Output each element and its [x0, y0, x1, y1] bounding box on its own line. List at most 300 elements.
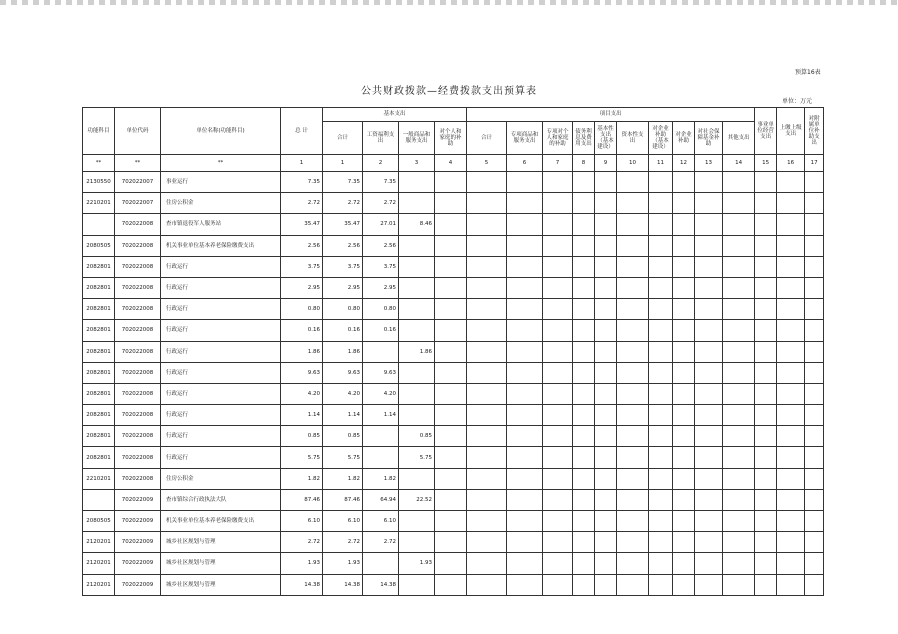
empty-cell — [543, 426, 573, 447]
empty-cell — [723, 193, 755, 214]
basic-goods-cell — [399, 172, 435, 193]
empty-cell — [673, 256, 695, 277]
empty-cell — [695, 341, 723, 362]
empty-cell — [673, 553, 695, 574]
empty-cell — [543, 214, 573, 235]
unit-code-cell: 702022009 — [115, 489, 161, 510]
empty-cell — [573, 172, 595, 193]
empty-cell — [777, 426, 805, 447]
basic-wage-cell: 2.95 — [363, 277, 399, 298]
empty-cell — [543, 172, 573, 193]
col-tail-3: 对附属单位补助支出 — [805, 108, 824, 155]
basic-goods-cell — [399, 235, 435, 256]
empty-cell — [467, 447, 507, 468]
table-row — [83, 235, 824, 256]
basic-wage-cell: 2.72 — [363, 532, 399, 553]
unit-code-cell: 702022008 — [115, 256, 161, 277]
basic-goods-cell: 5.75 — [399, 447, 435, 468]
empty-cell — [723, 299, 755, 320]
basic-total-cell: 2.72 — [323, 532, 363, 553]
empty-cell — [617, 553, 649, 574]
empty-cell — [805, 172, 824, 193]
empty-cell — [777, 362, 805, 383]
empty-cell — [617, 341, 649, 362]
basic-total-cell: 3.75 — [323, 256, 363, 277]
empty-cell — [695, 532, 723, 553]
unit-name-cell: 行政运行 — [161, 362, 281, 383]
empty-cell — [777, 574, 805, 595]
basic-total-cell: 4.20 — [323, 383, 363, 404]
basic-goods-cell — [399, 468, 435, 489]
func-code-cell: 2082801 — [83, 426, 115, 447]
table-row — [83, 172, 824, 193]
index-cell: 1 — [281, 155, 323, 172]
func-code-cell: 2082801 — [83, 447, 115, 468]
empty-cell — [467, 320, 507, 341]
basic-goods-cell: 8.46 — [399, 214, 435, 235]
empty-cell — [507, 235, 543, 256]
index-cell: 8 — [573, 155, 595, 172]
basic-wage-cell: 1.14 — [363, 405, 399, 426]
empty-cell — [595, 193, 617, 214]
func-code-cell: 2082801 — [83, 277, 115, 298]
empty-cell — [467, 277, 507, 298]
empty-cell — [777, 553, 805, 574]
unit-code-cell: 702022008 — [115, 405, 161, 426]
empty-cell — [805, 235, 824, 256]
empty-cell — [805, 447, 824, 468]
empty-cell — [673, 277, 695, 298]
empty-cell — [595, 532, 617, 553]
basic-total-cell: 7.35 — [323, 172, 363, 193]
empty-cell — [617, 511, 649, 532]
basic-wage-cell: 2.56 — [363, 235, 399, 256]
unit-name-cell: 查市镇综合行政执法大队 — [161, 489, 281, 510]
empty-cell — [695, 214, 723, 235]
empty-cell — [467, 256, 507, 277]
unit-code-cell: 702022007 — [115, 172, 161, 193]
empty-cell — [695, 235, 723, 256]
empty-cell — [755, 489, 777, 510]
total-cell: 0.16 — [281, 320, 323, 341]
col-unit-code: 单位代码 — [115, 108, 161, 155]
empty-cell — [649, 277, 673, 298]
table-row — [83, 299, 824, 320]
index-cell: 2 — [363, 155, 399, 172]
scan-top-edge — [0, 0, 898, 5]
empty-cell — [543, 235, 573, 256]
empty-cell — [777, 193, 805, 214]
table-row — [83, 489, 824, 510]
empty-cell — [755, 574, 777, 595]
basic-person-cell — [435, 511, 467, 532]
empty-cell — [573, 574, 595, 595]
empty-cell — [695, 299, 723, 320]
func-code-cell: 2080505 — [83, 511, 115, 532]
empty-cell — [467, 405, 507, 426]
empty-cell — [543, 362, 573, 383]
empty-cell — [543, 299, 573, 320]
index-cell: 4 — [435, 155, 467, 172]
basic-person-cell — [435, 574, 467, 595]
empty-cell — [673, 320, 695, 341]
empty-cell — [777, 235, 805, 256]
empty-cell — [805, 299, 824, 320]
empty-cell — [723, 511, 755, 532]
table-row — [83, 214, 824, 235]
table-row — [83, 277, 824, 298]
empty-cell — [467, 383, 507, 404]
total-cell: 14.38 — [281, 574, 323, 595]
table-row — [83, 532, 824, 553]
total-cell: 1.93 — [281, 553, 323, 574]
empty-cell — [777, 511, 805, 532]
empty-cell — [507, 320, 543, 341]
basic-total-cell: 1.86 — [323, 341, 363, 362]
empty-cell — [777, 468, 805, 489]
empty-cell — [543, 405, 573, 426]
empty-cell — [695, 193, 723, 214]
basic-total-cell: 1.14 — [323, 405, 363, 426]
index-cell: 7 — [543, 155, 573, 172]
unit-code-cell: 702022007 — [115, 193, 161, 214]
empty-cell — [805, 553, 824, 574]
basic-total-cell: 87.46 — [323, 489, 363, 510]
empty-cell — [573, 256, 595, 277]
empty-cell — [805, 383, 824, 404]
empty-cell — [617, 405, 649, 426]
basic-total-cell: 6.10 — [323, 511, 363, 532]
col-project-7: 对企业补助（基本建设） — [649, 122, 673, 155]
empty-cell — [777, 532, 805, 553]
empty-cell — [617, 214, 649, 235]
total-cell: 1.14 — [281, 405, 323, 426]
col-tail-2: 上缴上级支出 — [777, 108, 805, 155]
basic-goods-cell — [399, 256, 435, 277]
empty-cell — [573, 468, 595, 489]
basic-wage-cell: 0.16 — [363, 320, 399, 341]
empty-cell — [573, 214, 595, 235]
func-code-cell: 2082801 — [83, 362, 115, 383]
empty-cell — [595, 553, 617, 574]
table-row — [83, 574, 824, 595]
basic-wage-cell: 3.75 — [363, 256, 399, 277]
basic-goods-cell — [399, 405, 435, 426]
func-code-cell: 2082801 — [83, 383, 115, 404]
unit-name-cell: 行政运行 — [161, 447, 281, 468]
unit-name-cell: 行政运行 — [161, 341, 281, 362]
empty-cell — [723, 277, 755, 298]
empty-cell — [673, 362, 695, 383]
basic-wage-cell — [363, 447, 399, 468]
index-cell: ** — [83, 155, 115, 172]
empty-cell — [617, 426, 649, 447]
empty-cell — [649, 235, 673, 256]
total-cell: 2.72 — [281, 193, 323, 214]
empty-cell — [507, 193, 543, 214]
col-basic-wage: 工资福利支出 — [363, 122, 399, 155]
empty-cell — [695, 468, 723, 489]
empty-cell — [755, 468, 777, 489]
empty-cell — [755, 447, 777, 468]
basic-goods-cell: 22.52 — [399, 489, 435, 510]
empty-cell — [617, 256, 649, 277]
basic-person-cell — [435, 426, 467, 447]
total-cell: 7.35 — [281, 172, 323, 193]
empty-cell — [467, 193, 507, 214]
empty-cell — [573, 511, 595, 532]
empty-cell — [649, 193, 673, 214]
basic-goods-cell: 1.93 — [399, 553, 435, 574]
empty-cell — [673, 299, 695, 320]
empty-cell — [649, 511, 673, 532]
empty-cell — [595, 405, 617, 426]
basic-wage-cell: 2.72 — [363, 193, 399, 214]
empty-cell — [695, 511, 723, 532]
empty-cell — [617, 574, 649, 595]
empty-cell — [507, 468, 543, 489]
basic-wage-cell: 0.80 — [363, 299, 399, 320]
empty-cell — [543, 193, 573, 214]
empty-cell — [507, 489, 543, 510]
unit-name-cell: 住房公积金 — [161, 193, 281, 214]
empty-cell — [617, 299, 649, 320]
empty-cell — [695, 383, 723, 404]
unit-name-cell: 行政运行 — [161, 320, 281, 341]
empty-cell — [755, 405, 777, 426]
col-project-9: 对社会保障基金补助 — [695, 122, 723, 155]
table-row — [83, 553, 824, 574]
empty-cell — [695, 277, 723, 298]
empty-cell — [649, 341, 673, 362]
unit-name-cell: 行政运行 — [161, 256, 281, 277]
empty-cell — [805, 405, 824, 426]
empty-cell — [649, 553, 673, 574]
index-cell: 1 — [323, 155, 363, 172]
empty-cell — [777, 256, 805, 277]
col-unit-name: 单位名称(功能科目) — [161, 108, 281, 155]
empty-cell — [573, 277, 595, 298]
unit-code-cell: 702022008 — [115, 468, 161, 489]
basic-wage-cell: 4.20 — [363, 383, 399, 404]
empty-cell — [755, 511, 777, 532]
empty-cell — [649, 256, 673, 277]
empty-cell — [467, 553, 507, 574]
func-code-cell: 2120201 — [83, 574, 115, 595]
index-cell: 11 — [649, 155, 673, 172]
empty-cell — [595, 468, 617, 489]
empty-cell — [805, 214, 824, 235]
index-cell: 16 — [777, 155, 805, 172]
basic-wage-cell: 27.01 — [363, 214, 399, 235]
table-row — [83, 426, 824, 447]
empty-cell — [649, 489, 673, 510]
empty-cell — [595, 214, 617, 235]
empty-cell — [777, 277, 805, 298]
basic-goods-cell — [399, 511, 435, 532]
basic-total-cell: 14.38 — [323, 574, 363, 595]
col-basic-person: 对个人和家庭的补助 — [435, 122, 467, 155]
empty-cell — [595, 235, 617, 256]
index-row — [83, 155, 824, 172]
unit-name-cell: 事业运行 — [161, 172, 281, 193]
unit-code-cell: 702022008 — [115, 277, 161, 298]
basic-goods-cell — [399, 193, 435, 214]
empty-cell — [695, 574, 723, 595]
empty-cell — [507, 511, 543, 532]
unit-code-cell: 702022008 — [115, 235, 161, 256]
empty-cell — [595, 256, 617, 277]
empty-cell — [573, 383, 595, 404]
empty-cell — [755, 256, 777, 277]
empty-cell — [507, 341, 543, 362]
basic-person-cell — [435, 299, 467, 320]
basic-total-cell: 2.95 — [323, 277, 363, 298]
index-cell: 5 — [467, 155, 507, 172]
empty-cell — [805, 341, 824, 362]
empty-cell — [673, 426, 695, 447]
unit-code-cell: 702022008 — [115, 383, 161, 404]
unit-name-cell: 行政运行 — [161, 426, 281, 447]
empty-cell — [755, 341, 777, 362]
basic-person-cell — [435, 468, 467, 489]
table-row — [83, 511, 824, 532]
empty-cell — [649, 426, 673, 447]
basic-person-cell — [435, 405, 467, 426]
empty-cell — [755, 362, 777, 383]
empty-cell — [543, 383, 573, 404]
empty-cell — [755, 320, 777, 341]
basic-total-cell: 5.75 — [323, 447, 363, 468]
index-cell: ** — [115, 155, 161, 172]
basic-person-cell — [435, 383, 467, 404]
empty-cell — [755, 172, 777, 193]
empty-cell — [695, 320, 723, 341]
empty-cell — [723, 214, 755, 235]
empty-cell — [649, 214, 673, 235]
index-cell: 14 — [723, 155, 755, 172]
col-tail-1: 事业单位经营支出 — [755, 108, 777, 155]
basic-total-cell: 0.85 — [323, 426, 363, 447]
page-title: 公共财政拨款—经费拨款支出预算表 — [361, 86, 537, 97]
unit-name-cell: 城乡社区规划与管理 — [161, 553, 281, 574]
empty-cell — [649, 172, 673, 193]
basic-person-cell — [435, 277, 467, 298]
empty-cell — [507, 362, 543, 383]
empty-cell — [467, 235, 507, 256]
empty-cell — [617, 447, 649, 468]
empty-cell — [595, 574, 617, 595]
empty-cell — [595, 489, 617, 510]
empty-cell — [805, 362, 824, 383]
empty-cell — [805, 193, 824, 214]
budget-table — [82, 107, 824, 596]
total-cell: 0.80 — [281, 299, 323, 320]
basic-goods-cell — [399, 277, 435, 298]
table-row — [83, 193, 824, 214]
empty-cell — [805, 511, 824, 532]
empty-cell — [617, 383, 649, 404]
basic-total-cell: 35.47 — [323, 214, 363, 235]
empty-cell — [673, 574, 695, 595]
empty-cell — [673, 405, 695, 426]
table-row — [83, 256, 824, 277]
basic-person-cell — [435, 532, 467, 553]
unit-code-cell: 702022008 — [115, 362, 161, 383]
empty-cell — [543, 574, 573, 595]
func-code-cell: 2210201 — [83, 468, 115, 489]
empty-cell — [777, 172, 805, 193]
table-row — [83, 341, 824, 362]
empty-cell — [649, 299, 673, 320]
empty-cell — [755, 426, 777, 447]
empty-cell — [543, 277, 573, 298]
empty-cell — [573, 341, 595, 362]
index-cell: 10 — [617, 155, 649, 172]
empty-cell — [467, 532, 507, 553]
unit-name-cell: 行政运行 — [161, 277, 281, 298]
total-cell: 6.10 — [281, 511, 323, 532]
empty-cell — [755, 299, 777, 320]
index-cell: 9 — [595, 155, 617, 172]
empty-cell — [617, 468, 649, 489]
empty-cell — [777, 299, 805, 320]
empty-cell — [777, 383, 805, 404]
empty-cell — [507, 405, 543, 426]
basic-wage-cell: 1.82 — [363, 468, 399, 489]
empty-cell — [595, 426, 617, 447]
func-code-cell — [83, 489, 115, 510]
empty-cell — [755, 193, 777, 214]
empty-cell — [507, 447, 543, 468]
func-code-cell: 2082801 — [83, 299, 115, 320]
unit-name-cell: 行政运行 — [161, 405, 281, 426]
empty-cell — [755, 277, 777, 298]
table-row — [83, 320, 824, 341]
unit-label: 单位：万元 — [782, 98, 813, 105]
empty-cell — [467, 172, 507, 193]
empty-cell — [649, 447, 673, 468]
basic-goods-cell — [399, 383, 435, 404]
unit-name-cell: 机关事业单位基本养老保险缴费支出 — [161, 511, 281, 532]
empty-cell — [617, 489, 649, 510]
unit-code-cell: 702022008 — [115, 426, 161, 447]
total-cell: 1.86 — [281, 341, 323, 362]
unit-code-cell: 702022008 — [115, 320, 161, 341]
total-cell: 9.63 — [281, 362, 323, 383]
unit-name-cell: 查市镇退役军人服务站 — [161, 214, 281, 235]
empty-cell — [543, 553, 573, 574]
col-project-4: 债务利息及费用支出 — [573, 122, 595, 155]
table-row — [83, 362, 824, 383]
empty-cell — [573, 489, 595, 510]
func-code-cell: 2080505 — [83, 235, 115, 256]
empty-cell — [467, 574, 507, 595]
empty-cell — [595, 383, 617, 404]
col-project-8: 对企业补助 — [673, 122, 695, 155]
unit-name-cell: 城乡社区规划与管理 — [161, 532, 281, 553]
empty-cell — [507, 383, 543, 404]
empty-cell — [673, 341, 695, 362]
func-code-cell: 2210201 — [83, 193, 115, 214]
empty-cell — [695, 447, 723, 468]
total-cell: 2.56 — [281, 235, 323, 256]
basic-total-cell: 2.56 — [323, 235, 363, 256]
total-cell: 35.47 — [281, 214, 323, 235]
empty-cell — [595, 511, 617, 532]
empty-cell — [507, 256, 543, 277]
basic-person-cell — [435, 193, 467, 214]
